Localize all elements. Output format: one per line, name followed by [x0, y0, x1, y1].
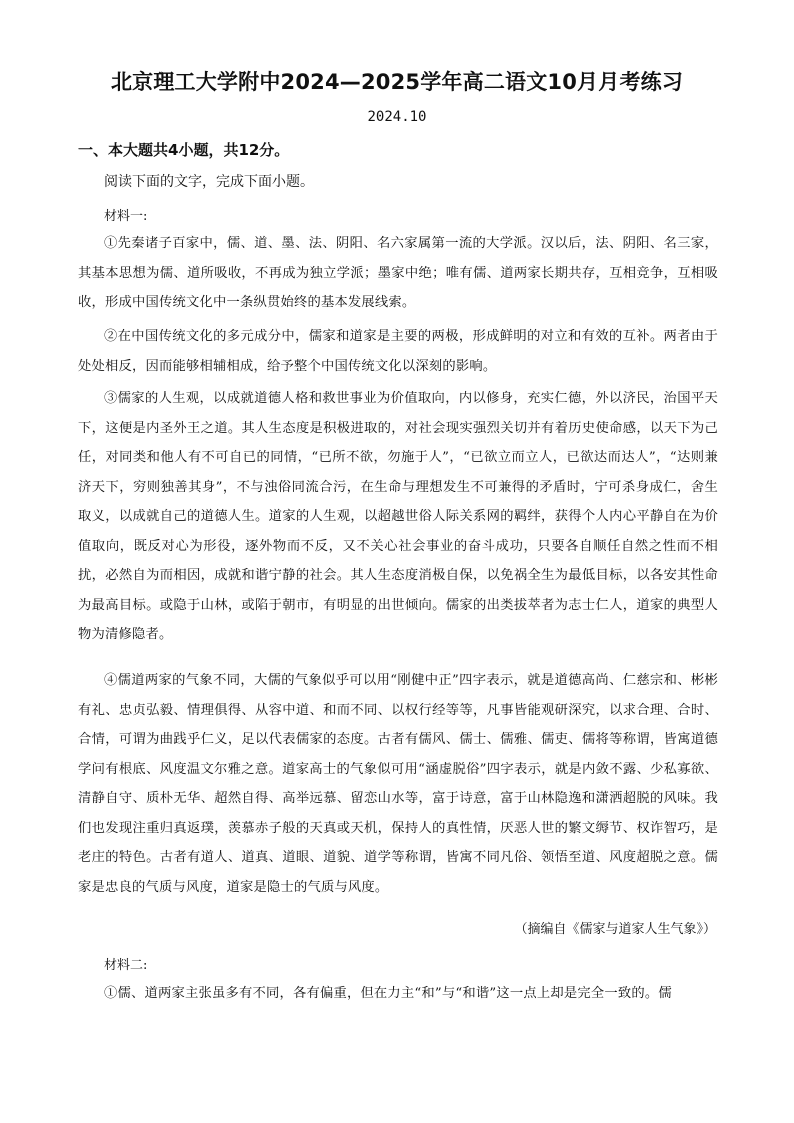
material-one-paragraph: ①先秦诸子百家中，儒、道、墨、法、阴阳、名六家属第一流的大学派。汉以后，法、阴阳、名三家，其基本思想为儒、道所吸收，不再成为独立学派；墨家中绝；唯有儒、道两家长期共存，互相竞争，互相吸收，形成中国传统文化中一条纵贯始终的基本发展线索。 — [78, 236, 718, 310]
section-heading: 一、本大题共4小题，共12分。 — [78, 141, 290, 159]
material-one-paragraph: ③儒家的人生观，以成就道德人格和救世事业为价值取向，内以修身，充实仁德，外以济民，治国平天下，这便是内圣外王之道。其人生态度是积极进取的，对社会现实强烈关切并有着历史使命感，以天下为己任，对同类和他人有不可自已的同情，“已所不欲，勿施于人”，“已欲立而立人，已欲达而达人”，“达则兼济天下，穷则独善其身”，不与浊俗同流合污，在生命与理想发生不可兼得的矛盾时，宁可杀身成仁，舍生取义，以成就自己的道德人生。道家的人生观，以超越世俗人际关系网的羁绊，获得个人内心平静自在为价值取向，既反对心为形役，逐外物而不反，又不关心社会事业的奋斗成功，只要各自顺任自然之性而不相扰，必然自为而相因，成就和谐宁静的社会。其人生态度消极自保，以免祸全生为最低目标，以各安其性命为最高目标。或隐于山林，或陷于朝市，有明显的出世倾向。儒家的出类拔萃者为志士仁人，道家的典型人物为清修隐者。 — [78, 391, 718, 642]
material-one-paragraph: ②在中国传统文化的多元成分中，儒家和道家是主要的两极，形成鲜明的对立和有效的互补。两者由于处处相反，因而能够相辅相成，给予整个中国传统文化以深刻的影响。 — [78, 329, 718, 374]
document-title: 北京理工大学附中2024—2025学年高二语文10月月考练习 — [110, 70, 684, 94]
material-one-label: 材料一: — [104, 209, 148, 224]
material-one-source: （摘编自《儒家与道家人生气象》） — [514, 922, 716, 937]
material-one-paragraph: ④儒道两家的气象不同，大儒的气象似乎可以用“刚健中正”四字表示，就是道德高尚、仁慈宗和、彬彬有礼、忠贞弘毅、情理俱得、从容中道、和而不同、以权行经等等，凡事皆能观研深究，以求合理、合时、合情，可谓为曲践乎仁义，足以代表儒家的态度。古者有儒风、儒士、儒雅、儒吏、儒将等称谓，皆寓道德学问有根底、风度温文尔雅之意。道家高士的气象似可用“涵虚脱俗”四字表示，就是内敛不露、少私寡欲、清静自守、质朴无华、超然自得、高举远慕、留恋山水等，富于诗意，富于山林隐逸和潇洒超脱的风味。我们也发现注重归真返璞，羡慕赤子般的天真或天机，保持人的真性情，厌恶人世的繁文缛节、权诈智巧，是老庄的特色。古者有道人、道真、道眼、道貌、道学等称谓，皆寓不同凡俗、领悟至道、风度超脱之意。儒家是忠良的气质与风度，道家是隐士的气质与风度。 — [78, 673, 718, 895]
material-two-paragraph: ①儒、道两家主张虽多有不同，各有偏重，但在力主“和”与“和谐”这一点上却是完全一致的。儒 — [104, 986, 672, 1001]
material-two-label: 材料二: — [104, 958, 148, 973]
document-date: 2024.10 — [367, 109, 427, 125]
reading-instruction: 阅读下面的文字，完成下面小题。 — [104, 174, 314, 190]
